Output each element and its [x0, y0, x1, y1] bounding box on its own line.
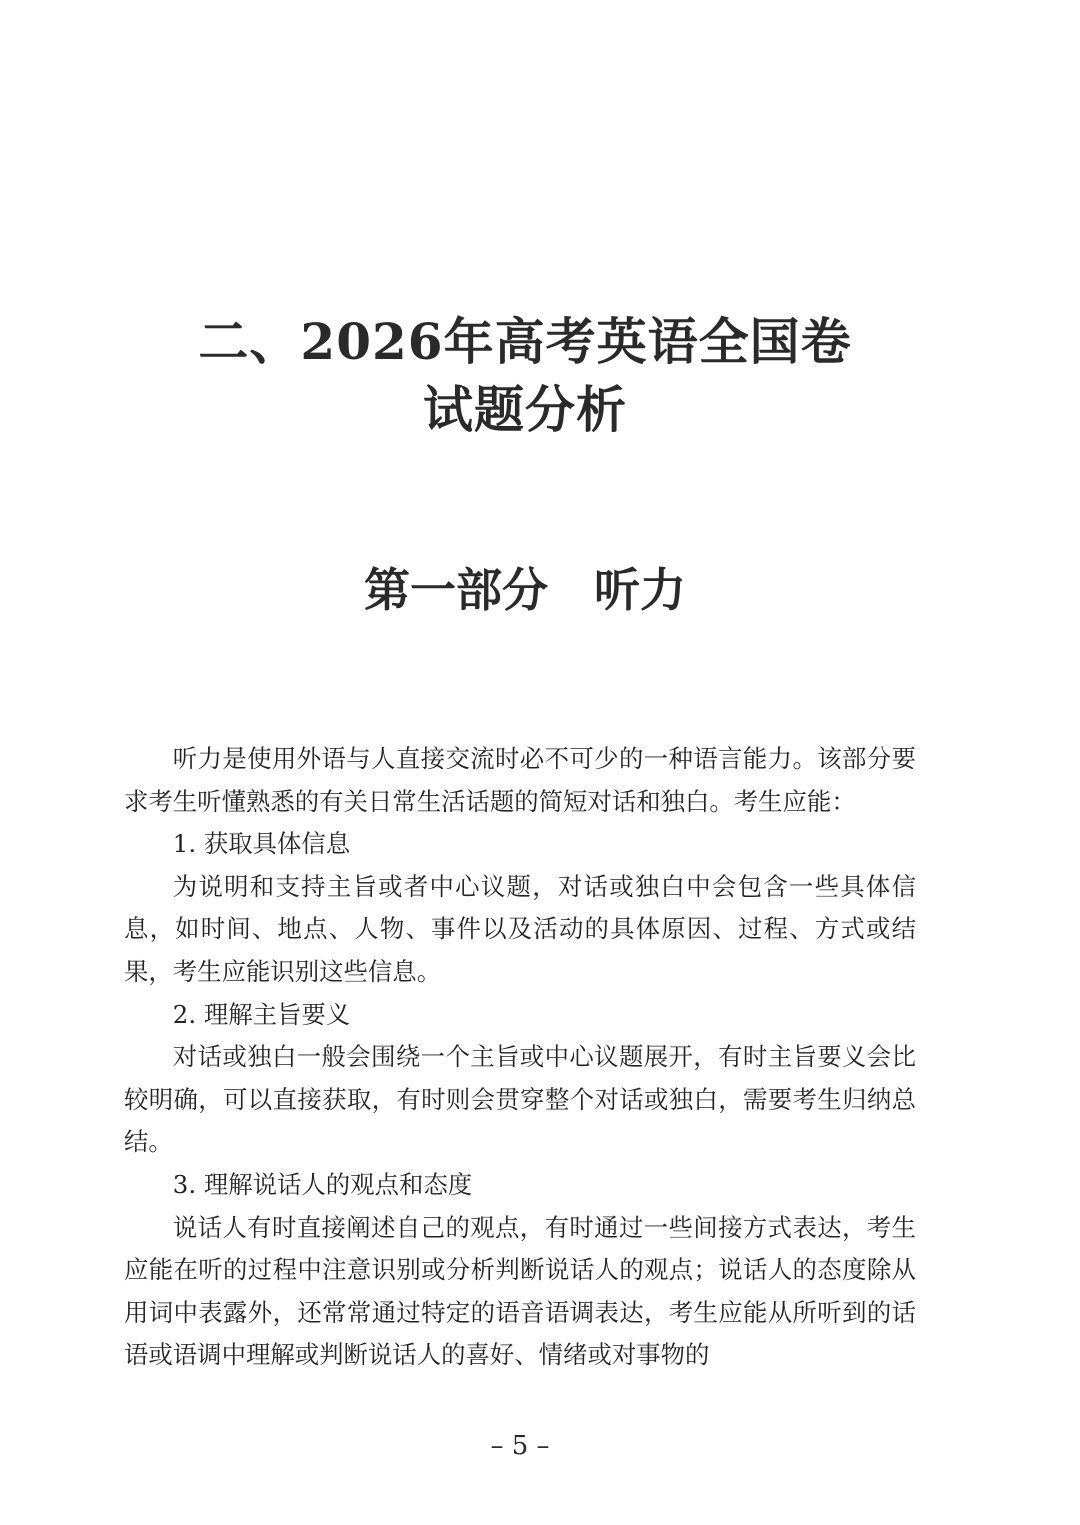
section-heading: 第一部分 听力 [364, 563, 686, 617]
page-title-line-2: 试题分析 [423, 380, 627, 439]
list-item-heading-3: 3. 理解说话人的观点和态度 [172, 1169, 473, 1199]
paragraph-intro: 听力是使用外语与人直接交流时必不可少的一种语言能力。该部分要求考生听懂熟悉的有关日常生活话题的简短对话和独白。考生应能： [124, 744, 916, 816]
paragraph: 对话或独白一般会围绕一个主旨或中心议题展开，有时主旨要义会比较明确，可以直接获取，有时则会贯穿整个对话或独白，需要考生归纳总结。 [124, 1042, 916, 1157]
paragraph: 说话人有时直接阐述自己的观点，有时通过一些间接方式表达，考生应能在听的过程中注意识别或分析判断说话人的观点；说话人的态度除从用词中表露外，还常常通过特定的语音语调表达，考生应能从所听到的话语或语调中理解或判断说话人的喜好、情绪或对事物的 [124, 1212, 916, 1370]
page-title-line-1: 二、2026年高考英语全国卷 [198, 312, 852, 371]
page-number: – 5 – [490, 1431, 550, 1461]
body-text [124, 738, 916, 1377]
list-item-heading-1: 1. 获取具体信息 [172, 829, 351, 859]
list-item-heading-2: 2. 理解主旨要义 [172, 999, 351, 1029]
paragraph: 为说明和支持主旨或者中心议题，对话或独白中会包含一些具体信息，如时间、地点、人物、事件以及活动的具体原因、过程、方式或结果，考生应能识别这些信息。 [124, 871, 916, 986]
